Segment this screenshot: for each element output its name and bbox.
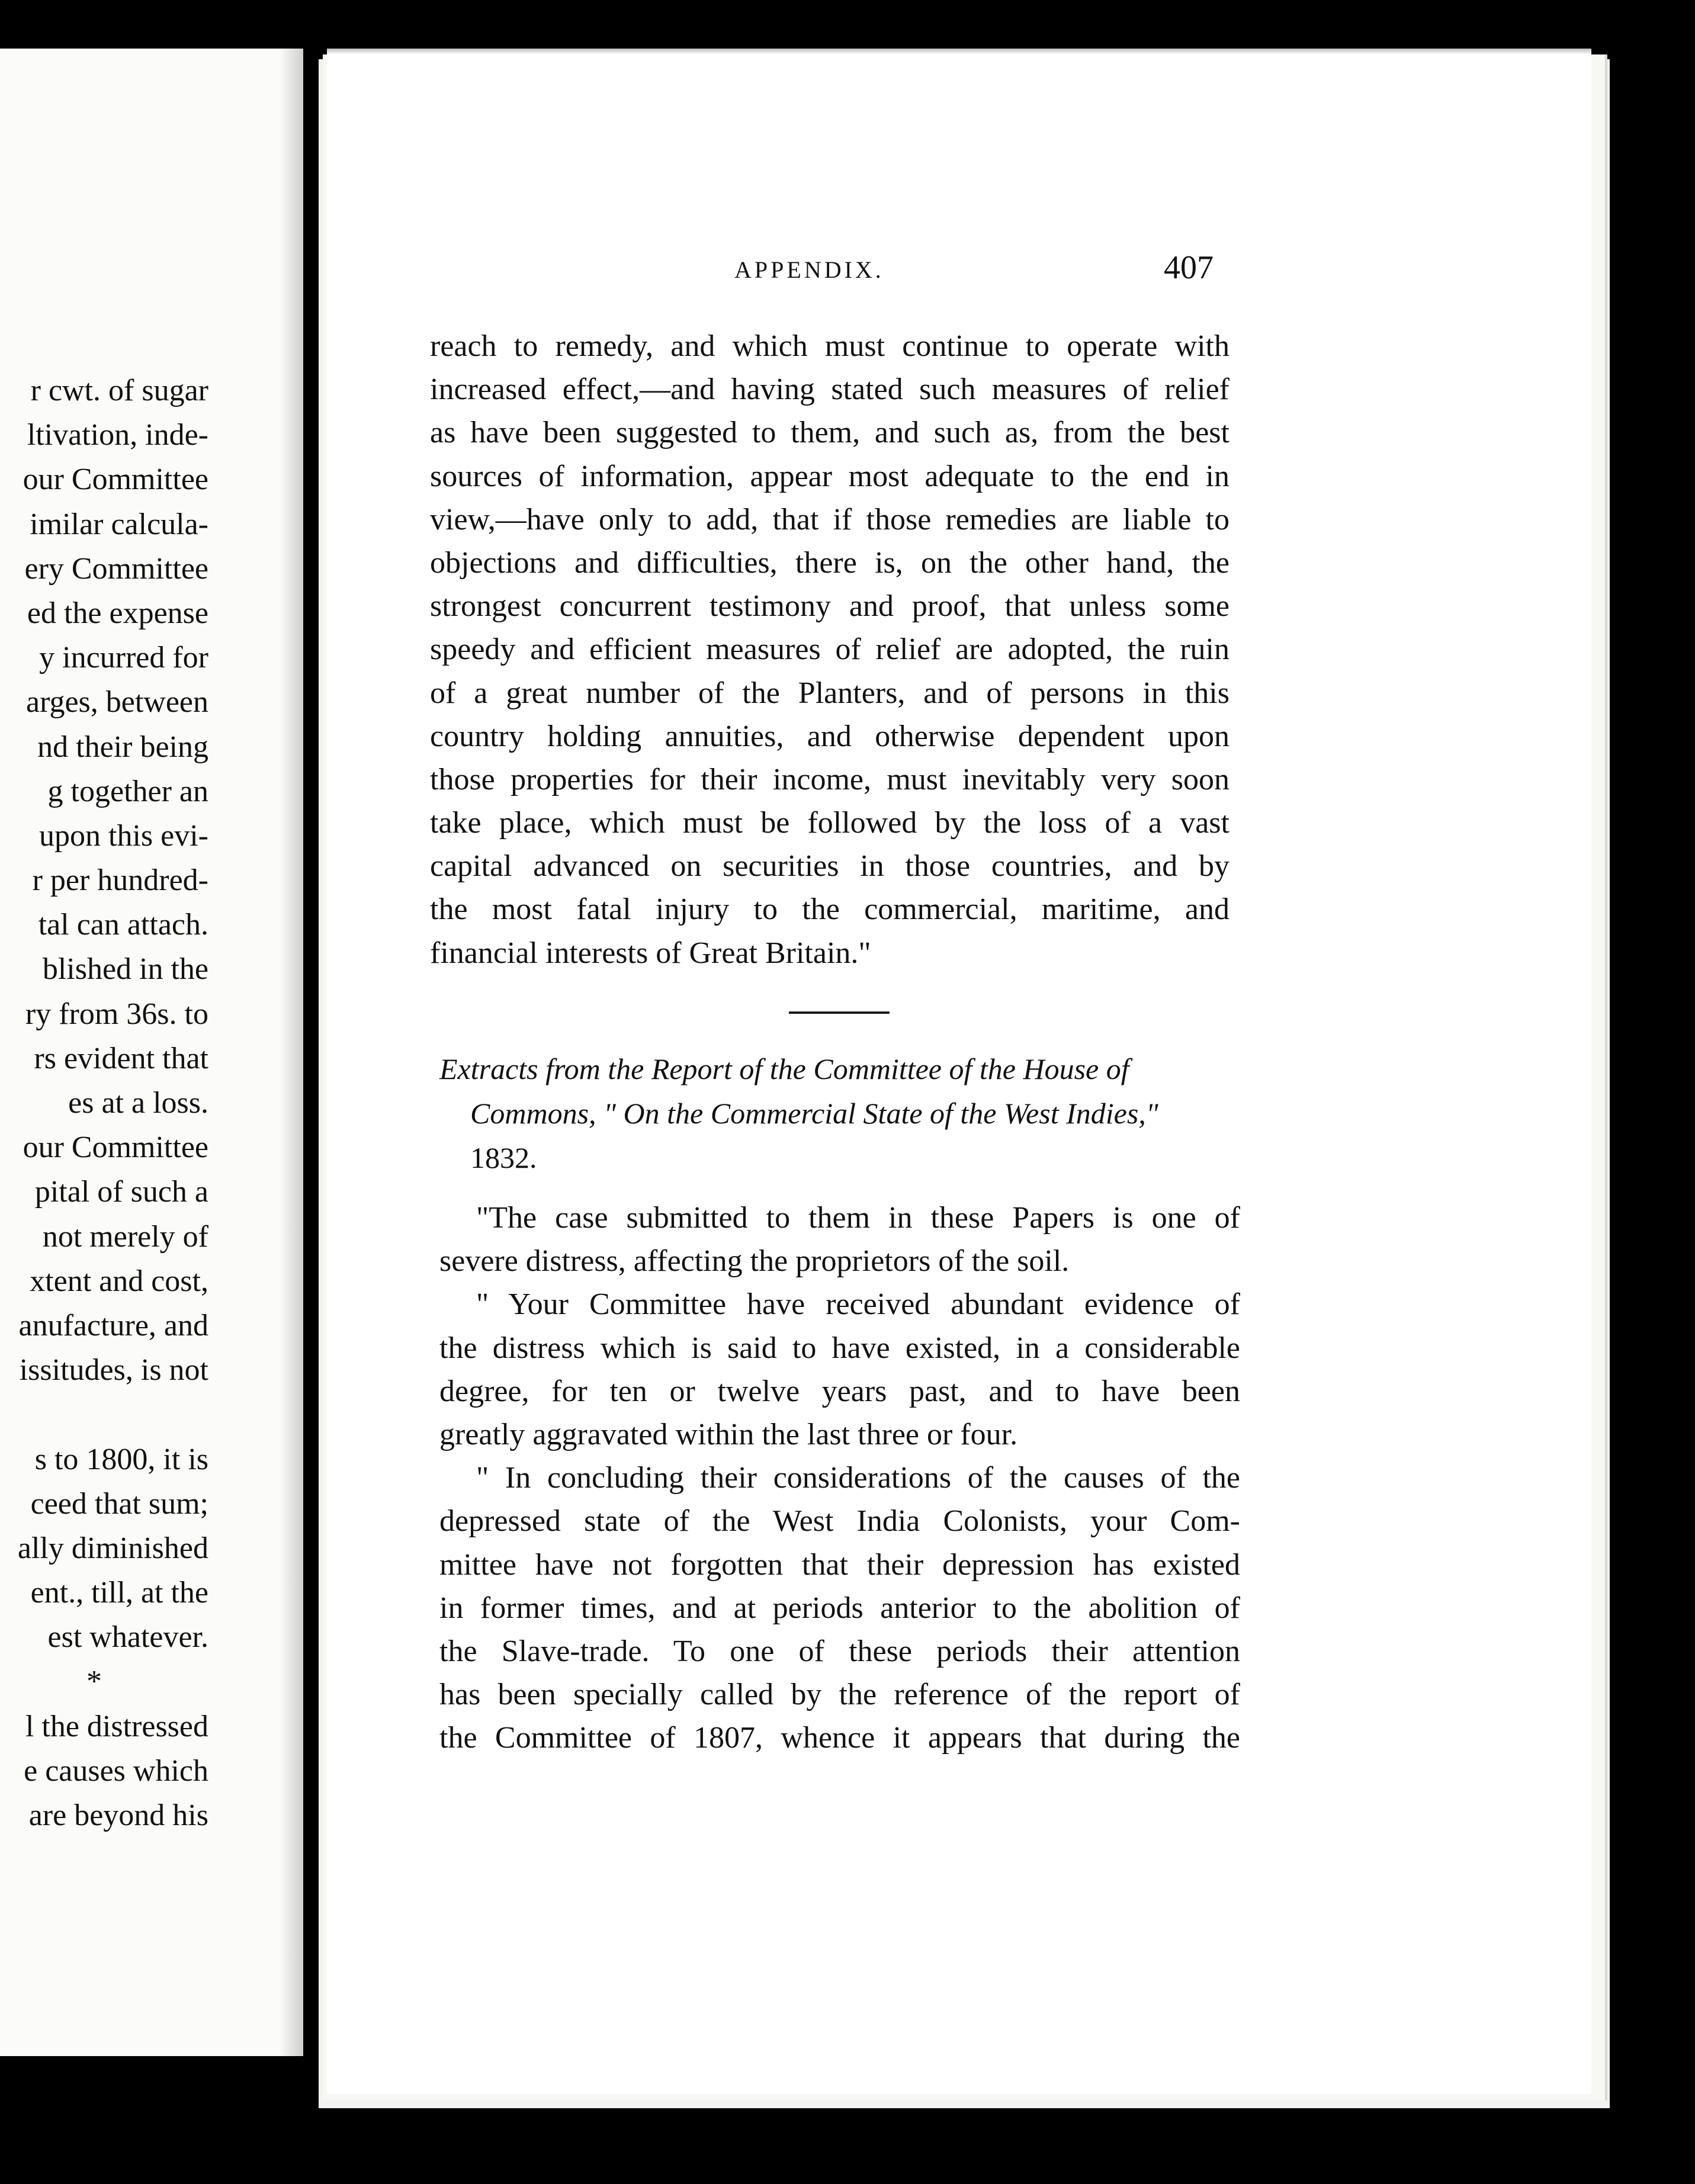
extract-body xyxy=(439,1196,1240,1759)
text-line: country holding annuities, and otherwise dependent upon xyxy=(430,719,1229,753)
running-head: APPENDIX. xyxy=(734,256,884,283)
text-line: speedy and efficient measures of relief are adopted, the ruin xyxy=(430,632,1229,667)
left-page-line: nd their being xyxy=(37,730,208,764)
left-page-line: ent., till, at the xyxy=(30,1576,208,1610)
text-line: take place, which must be followed by the loss of a vast xyxy=(430,806,1229,840)
text-line: depressed state of the West India Colonists, your Com- xyxy=(439,1504,1240,1539)
left-page-line: tal can attach. xyxy=(38,908,208,942)
left-page-line: ery Committee xyxy=(24,551,208,586)
extract-heading xyxy=(439,1047,1240,1180)
left-page-line: es at a loss. xyxy=(68,1086,208,1120)
left-facing-page xyxy=(0,49,303,2056)
left-page-line: l the distressed xyxy=(25,1709,208,1743)
text-line: reach to remedy, and which must continue to operate with xyxy=(430,329,1229,363)
text-line: view,—have only to add, that if those remedies are liable to xyxy=(430,502,1229,537)
left-page-line: imilar calcula- xyxy=(30,507,208,541)
page-top-edge xyxy=(327,49,1591,54)
text-line: mittee have not forgotten that their depression has existed xyxy=(439,1547,1240,1582)
left-page-line: arges, between xyxy=(25,685,208,720)
left-page-line: ceed that sum; xyxy=(30,1486,208,1521)
left-page-line: our Committee xyxy=(23,463,208,497)
left-page-line: pital of such a xyxy=(34,1175,208,1209)
left-page-line: * xyxy=(86,1665,102,1699)
extract-heading-line-2: Commons, " On the Commercial State of the West Indies," xyxy=(470,1097,1158,1130)
text-line: the Committee of 1807, whence it appears that during the xyxy=(439,1721,1240,1755)
left-page-line: r cwt. of sugar xyxy=(30,374,208,407)
text-line: the distress which is said to have existed, in a considerable xyxy=(439,1331,1240,1365)
text-line: " Your Committee have received abundant evidence of xyxy=(476,1287,1240,1322)
paragraph-continuation xyxy=(430,325,1229,975)
left-page-line: g together an xyxy=(47,774,208,808)
extract-heading-year: 1832. xyxy=(470,1141,537,1174)
left-page-line: xtent and cost, xyxy=(30,1264,208,1298)
page-number: 407 xyxy=(1164,249,1214,286)
left-page-line: not merely of xyxy=(42,1219,208,1254)
text-line: financial interests of Great Britain." xyxy=(430,936,871,970)
text-line: degree, for ten or twelve years past, and to have been xyxy=(439,1374,1240,1408)
text-line: objections and difficulties, there is, on the other hand, the xyxy=(430,545,1229,580)
left-page-line: ry from 36s. to xyxy=(25,997,208,1031)
text-line: strongest concurrent testimony and proof, that unless some xyxy=(430,589,1229,624)
text-line: greatly aggravated within the last three or four. xyxy=(439,1417,1018,1451)
left-page-line: anufacture, and xyxy=(18,1308,208,1342)
text-line: sources of information, appear most adequate to the end in xyxy=(430,459,1229,493)
text-line: " In concluding their considerations of the causes of the xyxy=(476,1461,1240,1495)
text-line: "The case submitted to them in these Papers is one of xyxy=(476,1201,1240,1235)
section-rule xyxy=(789,1011,890,1014)
text-line: the most fatal injury to the commercial, maritime, and xyxy=(430,892,1229,927)
text-line: capital advanced on securities in those countries, and by xyxy=(430,849,1229,884)
text-line: those properties for their income, must inevitably very soon xyxy=(430,762,1229,796)
left-page-line: our Committee xyxy=(23,1130,208,1165)
left-page-line: ally diminished xyxy=(17,1531,208,1565)
text-line: of a great number of the Planters, and of persons in this xyxy=(430,676,1229,710)
left-page-line: ltivation, inde- xyxy=(27,418,208,452)
left-page-line: ed the expense xyxy=(27,596,208,630)
text-line: as have been suggested to them, and such as, from the best xyxy=(430,416,1229,450)
extract-heading-line-1: Extracts from the Report of the Committee of the House of xyxy=(439,1052,1129,1085)
left-page-line: s to 1800, it is xyxy=(34,1442,208,1476)
left-page-line: y incurred for xyxy=(39,641,208,675)
left-page-line: r per hundred- xyxy=(32,863,208,898)
left-page-line: are beyond his xyxy=(28,1798,208,1832)
left-page-line: rs evident that xyxy=(34,1041,208,1075)
left-page-line: upon this evi- xyxy=(39,818,208,853)
text-line: the Slave-trade. To one of these periods their attention xyxy=(439,1634,1240,1668)
left-page-line: issitudes, is not xyxy=(19,1353,208,1388)
text-line: has been specially called by the reference of the report of xyxy=(439,1678,1240,1712)
text-line: severe distress, affecting the proprietors of the soil. xyxy=(439,1244,1070,1279)
text-line: increased effect,—and having stated such measures of relief xyxy=(430,372,1229,407)
left-page-line: e causes which xyxy=(24,1753,208,1788)
left-page-line xyxy=(0,1392,208,1437)
left-page-text xyxy=(0,368,208,1838)
left-page-line: blished in the xyxy=(42,952,208,987)
left-page-line: est whatever. xyxy=(47,1620,208,1655)
text-line: in former times, and at periods anterior to the abolition of xyxy=(439,1591,1240,1625)
